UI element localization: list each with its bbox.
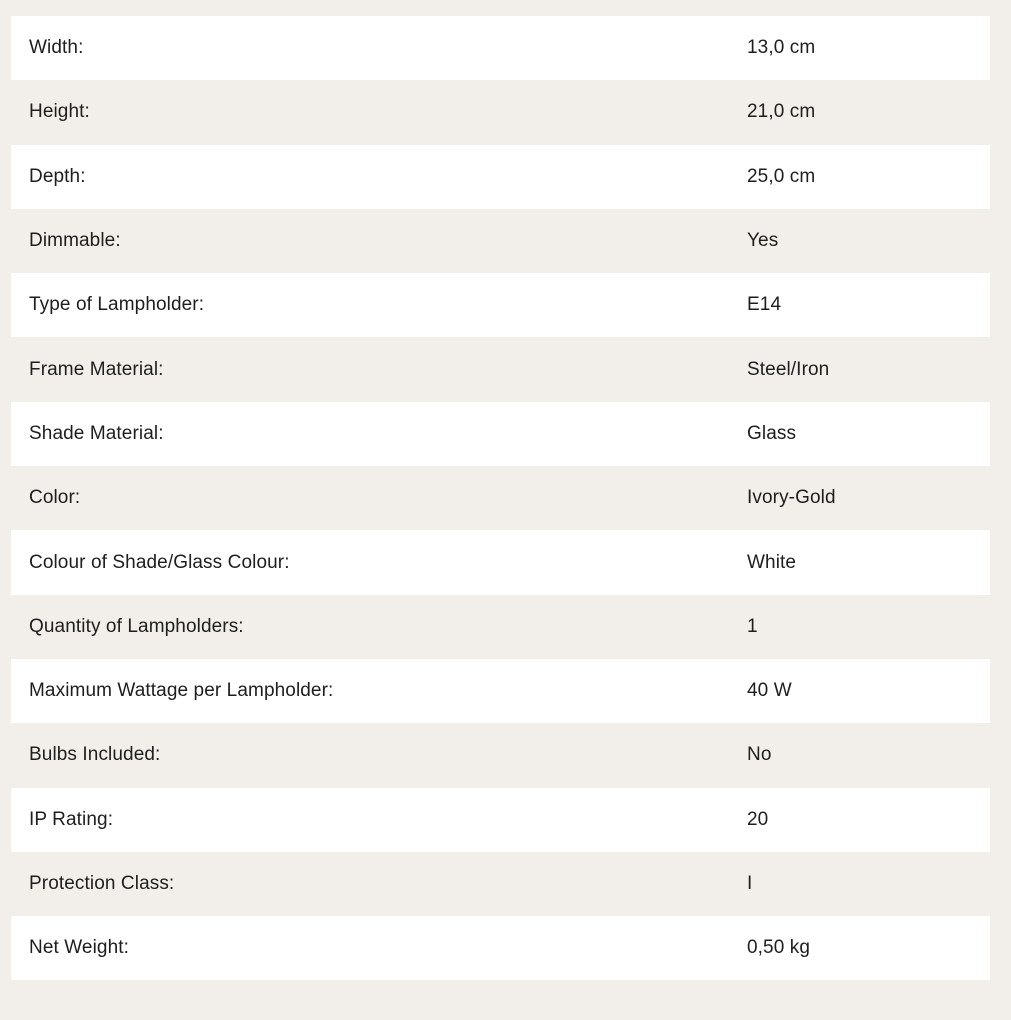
spec-row-frame-material <box>11 337 990 401</box>
spec-row-shade-material <box>11 402 990 466</box>
spec-row-bulbs-included <box>11 723 990 787</box>
spec-value: Yes <box>747 230 779 252</box>
spec-value: I <box>747 873 753 894</box>
spec-label: Height: <box>29 101 90 123</box>
spec-row-width <box>11 16 990 80</box>
spec-row-protection-class <box>11 852 990 916</box>
spec-value: 40 W <box>747 680 792 702</box>
spec-value: Glass <box>747 422 797 444</box>
spec-label: Frame Material: <box>29 358 164 380</box>
spec-row-ip-rating <box>11 788 990 852</box>
spec-label: Protection Class: <box>29 873 175 894</box>
spec-row-depth <box>11 145 990 209</box>
spec-row-color <box>11 466 990 530</box>
spec-row-max-wattage <box>11 659 990 723</box>
spec-value: White <box>747 551 797 573</box>
spec-value: Ivory-Gold <box>747 487 836 509</box>
spec-label: Net Weight: <box>29 937 130 959</box>
spec-table <box>11 16 990 980</box>
spec-value: 25,0 cm <box>747 165 816 187</box>
spec-label: Dimmable: <box>29 230 121 252</box>
spec-row-shade-colour <box>11 530 990 594</box>
spec-label: Shade Material: <box>29 422 164 444</box>
spec-label: Quantity of Lampholders: <box>29 615 244 637</box>
spec-row-height <box>11 80 990 144</box>
spec-label: Maximum Wattage per Lampholder: <box>29 680 334 702</box>
spec-value: Steel/Iron <box>747 358 830 380</box>
spec-row-lampholder-type <box>11 273 990 337</box>
spec-label: Bulbs Included: <box>29 744 161 766</box>
spec-label: Type of Lampholder: <box>29 294 205 316</box>
spec-value: 21,0 cm <box>747 101 816 123</box>
spec-label: IP Rating: <box>29 808 114 830</box>
spec-value: 20 <box>747 808 769 830</box>
spec-value: 13,0 cm <box>747 37 816 59</box>
spec-value: E14 <box>747 294 782 316</box>
spec-row-dimmable <box>11 209 990 273</box>
spec-label: Width: <box>29 37 84 59</box>
spec-value: 1 <box>747 615 758 637</box>
spec-value: 0,50 kg <box>747 937 811 959</box>
spec-row-net-weight <box>11 916 990 980</box>
spec-row-lampholder-quantity <box>11 595 990 659</box>
spec-label: Color: <box>29 487 81 509</box>
spec-label: Depth: <box>29 165 86 187</box>
spec-value: No <box>747 744 772 766</box>
spec-label: Colour of Shade/Glass Colour: <box>29 551 290 573</box>
